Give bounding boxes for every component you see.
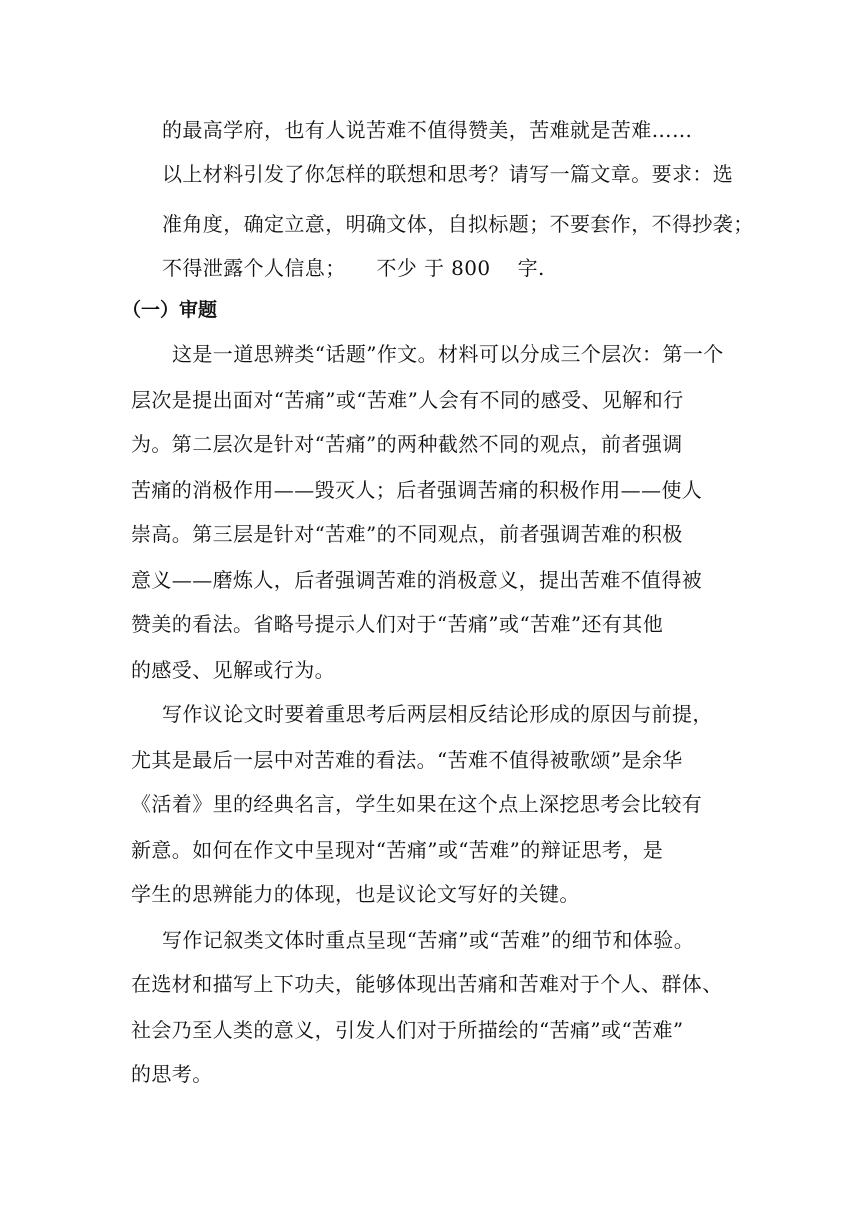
paragraph3-line: 社会乃至人类的意义，引发人们对于所描绘的“苦痛”或“苦难” xyxy=(131,1018,684,1042)
material-line-2: 以上材料引发了你怎样的联想和思考？请写一篇文章。要求：选 xyxy=(162,162,734,186)
paragraph1-line: 的感受、见解或行为。 xyxy=(131,658,335,682)
paragraph3-line: 的思考。 xyxy=(131,1062,213,1086)
paragraph2-line: 写作议论文时要着重思考后两层相反结论形成的原因与前提， xyxy=(162,702,713,726)
material-line-4: 不得泄露个人信息； 不少 于 800 字. xyxy=(162,256,545,280)
paragraph1-line: 意义——磨炼人，后者强调苦难的消极意义，提出苦难不值得被 xyxy=(131,568,703,592)
paragraph1-line: 苦痛的消极作用——毁灭人；后者强调苦痛的积极作用——使人 xyxy=(131,478,703,502)
paragraph3-line: 写作记叙类文体时重点呈现“苦痛”或“苦难”的细节和体验。 xyxy=(162,928,695,952)
paragraph1-line: 赞美的看法。省略号提示人们对于“苦痛”或“苦难”还有其他 xyxy=(131,612,664,636)
paragraph2-line: 学生的思辨能力的体现，也是议论文写好的关键。 xyxy=(131,882,580,906)
section-heading: （一）审题 xyxy=(122,299,218,321)
paragraph1-line: 这是一道思辨类“话题”作文。材料可以分成三个层次：第一个 xyxy=(172,342,724,366)
material-line-1: 的最高学府，也有人说苦难不值得赞美，苦难就是苦难…… xyxy=(162,118,693,142)
paragraph2-line: 尤其是最后一层中对苦难的看法。“苦难不值得被歌颂”是余华 xyxy=(131,748,683,772)
paragraph3-line: 在选材和描写上下功夫，能够体现出苦痛和苦难对于个人、群体、 xyxy=(131,972,723,996)
paragraph1-line: 为。第二层次是针对“苦痛”的两种截然不同的观点，前者强调 xyxy=(131,432,683,456)
paragraph2-line: 《活着》里的经典名言，学生如果在这个点上深挖思考会比较有 xyxy=(131,792,703,816)
paragraph2-line: 新意。如何在作文中呈现对“苦痛”或“苦难”的辩证思考，是 xyxy=(131,838,664,862)
paragraph1-line: 崇高。第三层是针对“苦难”的不同观点，前者强调苦难的积极 xyxy=(131,522,683,546)
paragraph1-line: 层次是提出面对“苦痛”或“苦难”人会有不同的感受、见解和行 xyxy=(131,388,684,412)
material-line-3: 准角度，确定立意，明确文体，自拟标题；不要套作，不得抄袭； xyxy=(162,212,754,236)
